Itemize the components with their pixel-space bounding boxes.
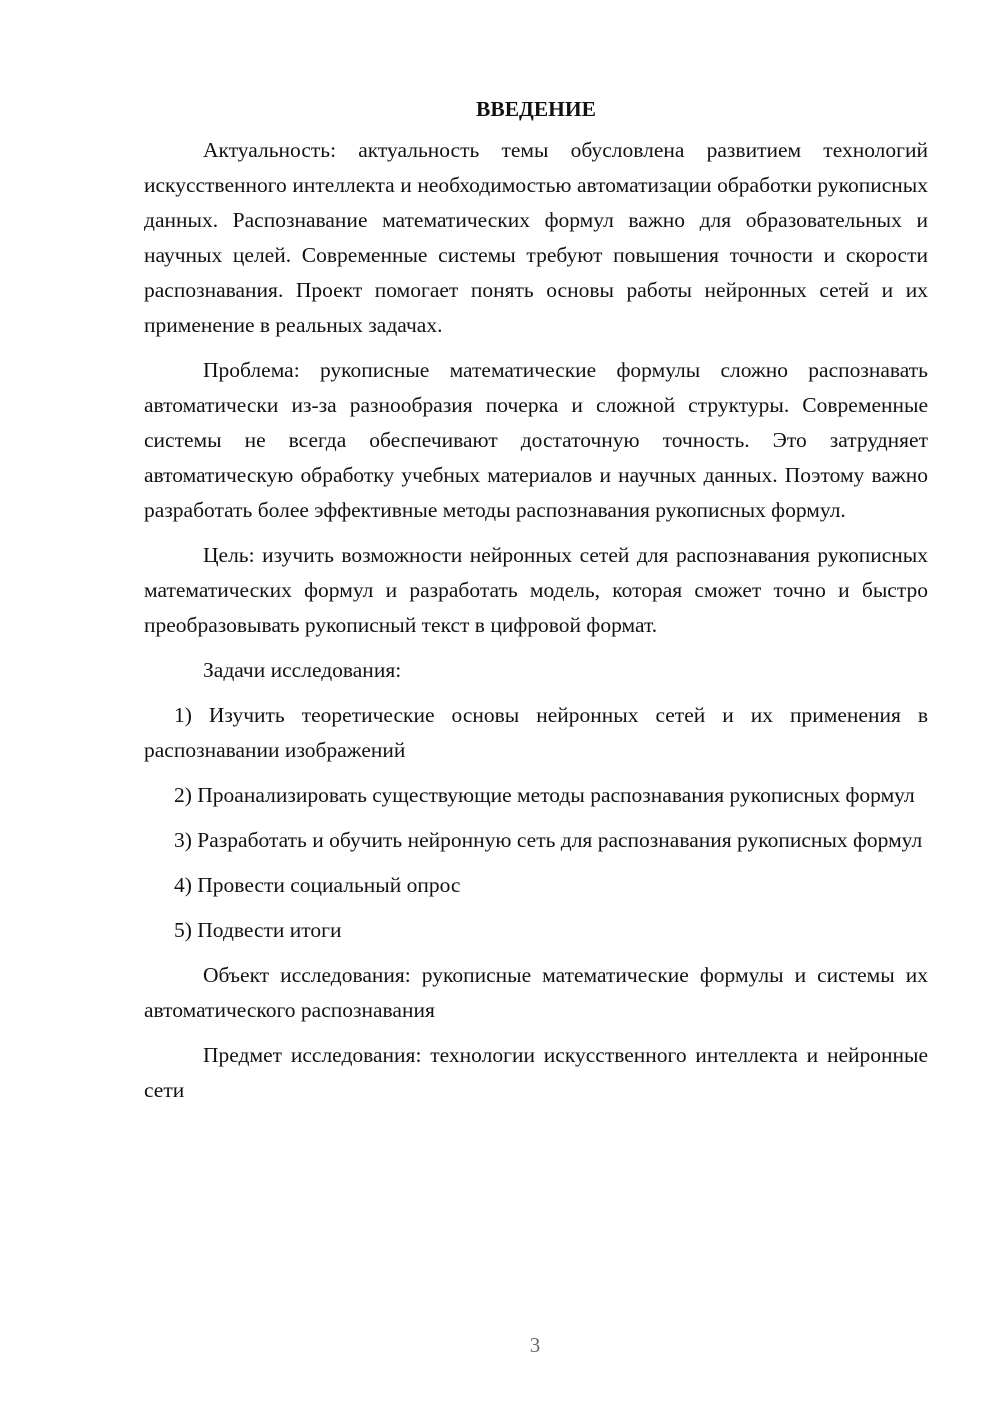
paragraph-goal: Цель: изучить возможности нейронных сетей для распознавания рукописных математических формул и разработать модель, которая сможет точно и быстро преобразовывать рукописный текст в цифровой формат. — [144, 543, 928, 637]
task-item-5: 5) Подвести итоги — [174, 918, 342, 942]
paragraph-relevance: Актуальность: актуальность темы обусловлена развитием технологий искусственного интеллекта и необходимостью автоматизации обработки рукописных данных. Распознавание математических формул важно для образовательных и научных целей. Современные системы требуют повышения точности и скорости распознавания. Проект помогает понять основы работы нейронных сетей и их применение в реальных задачах. — [144, 138, 928, 337]
task-item-1: 1) Изучить теоретические основы нейронных сетей и их применения в распознавании изображений — [144, 703, 928, 762]
paragraph-subject: Предмет исследования: технологии искусственного интеллекта и нейронные сети — [144, 1043, 928, 1102]
paragraph-object: Объект исследования: рукописные математические формулы и системы их автоматического распознавания — [144, 963, 928, 1022]
tasks-heading: Задачи исследования: — [203, 658, 402, 682]
document-page — [144, 92, 928, 1118]
task-item-3: 3) Разработать и обучить нейронную сеть для распознавания рукописных формул — [174, 828, 923, 852]
task-item-4: 4) Провести социальный опрос — [174, 873, 461, 897]
paragraph-problem: Проблема: рукописные математические формулы сложно распознавать автоматически из-за разнообразия почерка и сложной структуры. Современные системы не всегда обеспечивают достаточную точность. Это затрудняет автоматическую обработку учебных материалов и научных данных. Поэтому важно разработать более эффективные методы распознавания рукописных формул. — [144, 358, 928, 522]
page-number: 3 — [529, 1333, 541, 1357]
task-item-2: 2) Проанализировать существующие методы распознавания рукописных формул — [174, 783, 915, 807]
section-title: ВВЕДЕНИЕ — [476, 97, 596, 121]
